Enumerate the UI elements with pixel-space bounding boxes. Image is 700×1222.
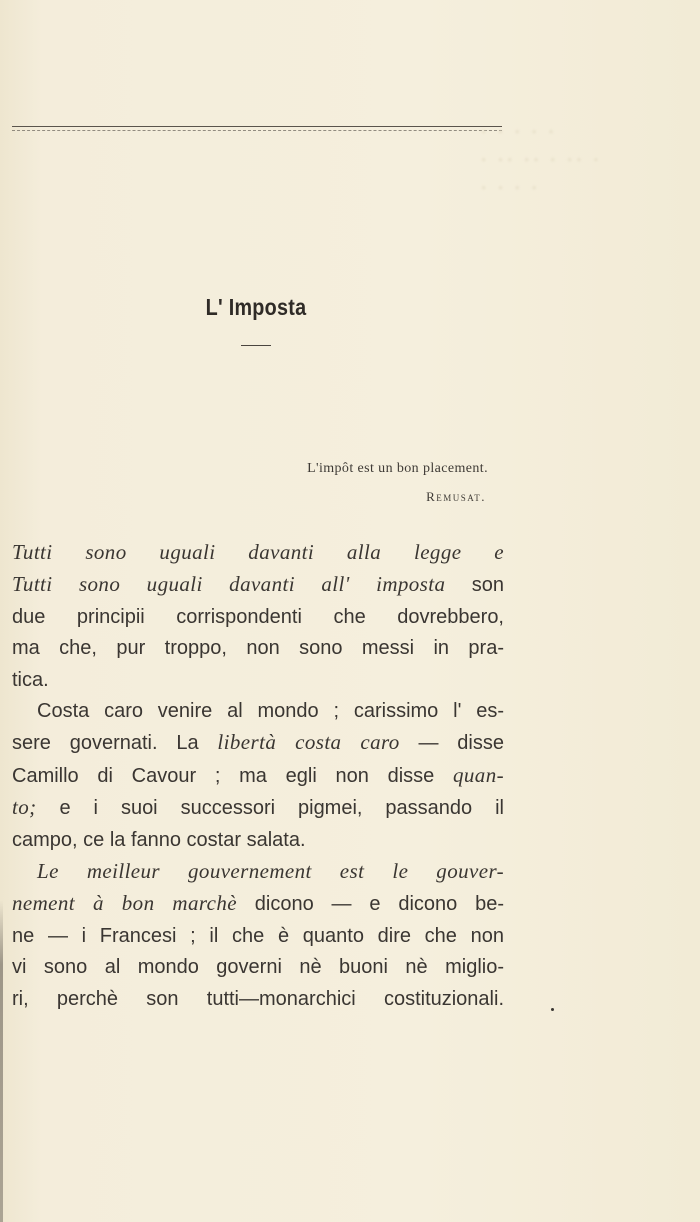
italic-text: Tutti sono uguali davanti alla legge e	[12, 540, 504, 564]
italic-text: libertà costa caro	[217, 730, 400, 755]
italic-text: to;	[12, 795, 37, 820]
italic-text: nement à bon marchè	[12, 891, 237, 916]
header-rule	[12, 126, 502, 127]
ink-speck	[551, 1008, 554, 1011]
epigraph	[307, 455, 488, 511]
epigraph-author: Remusat.	[426, 489, 486, 504]
text-run: dicono — e dicono be-	[236, 893, 504, 916]
epigraph-quote: L'impôt est un bon placement.	[307, 461, 488, 476]
text-line	[12, 633, 504, 664]
text-line	[12, 888, 504, 920]
body-text	[12, 537, 504, 1015]
text-line	[12, 602, 504, 633]
paragraph	[12, 696, 504, 856]
text-line	[12, 984, 504, 1015]
text-run: ri, perchè son tutti—monarchici costituzionali.	[12, 987, 504, 1010]
italic-text: Tutti sono uguali davanti all' imposta	[12, 572, 446, 597]
text-run: vi sono al mondo governi nè buoni nè miglio-	[12, 956, 504, 979]
text-run: e i suoi successori pigmei, passando il	[36, 797, 504, 820]
italic-text: Le meilleur gouvernement est le gouver-	[37, 859, 504, 884]
text-line	[12, 792, 504, 824]
chapter-title: L' Imposta	[205, 294, 307, 320]
text-line	[12, 952, 504, 983]
paragraph	[12, 537, 504, 696]
text-line	[12, 856, 504, 888]
text-line	[12, 727, 504, 759]
bleed-through-text: · · · · · · ·· ·· · ·· · · · · ·	[480, 119, 602, 200]
title-divider	[241, 345, 271, 346]
text-run: ma che, pur troppo, non sono messi in pra-	[12, 637, 504, 660]
text-run: campo, ce la fanno costar salata.	[12, 828, 306, 851]
text-line	[12, 696, 504, 727]
text-run: — disse	[399, 732, 504, 755]
text-run: Camillo di Cavour ; ma egli non disse	[12, 764, 453, 787]
paragraph	[12, 856, 504, 1015]
header-rule-shadow	[12, 130, 502, 131]
text-run: Costa caro venire al mondo ; carissimo l' es-	[37, 700, 504, 723]
text-line	[12, 569, 504, 601]
text-line	[12, 537, 504, 569]
italic-text: quan-	[453, 762, 504, 787]
text-line	[12, 665, 504, 696]
text-line	[12, 825, 504, 856]
text-run: tica.	[12, 668, 49, 691]
text-run: son	[445, 574, 504, 597]
page-edge-shadow	[0, 900, 3, 1222]
text-run: ne — i Francesi ; il che è quanto dire che non	[12, 924, 504, 947]
text-run: due principii corrispondenti che dovrebbero,	[12, 605, 504, 628]
text-line	[12, 760, 504, 792]
text-run: sere governati. La	[12, 732, 218, 755]
text-line	[12, 921, 504, 952]
